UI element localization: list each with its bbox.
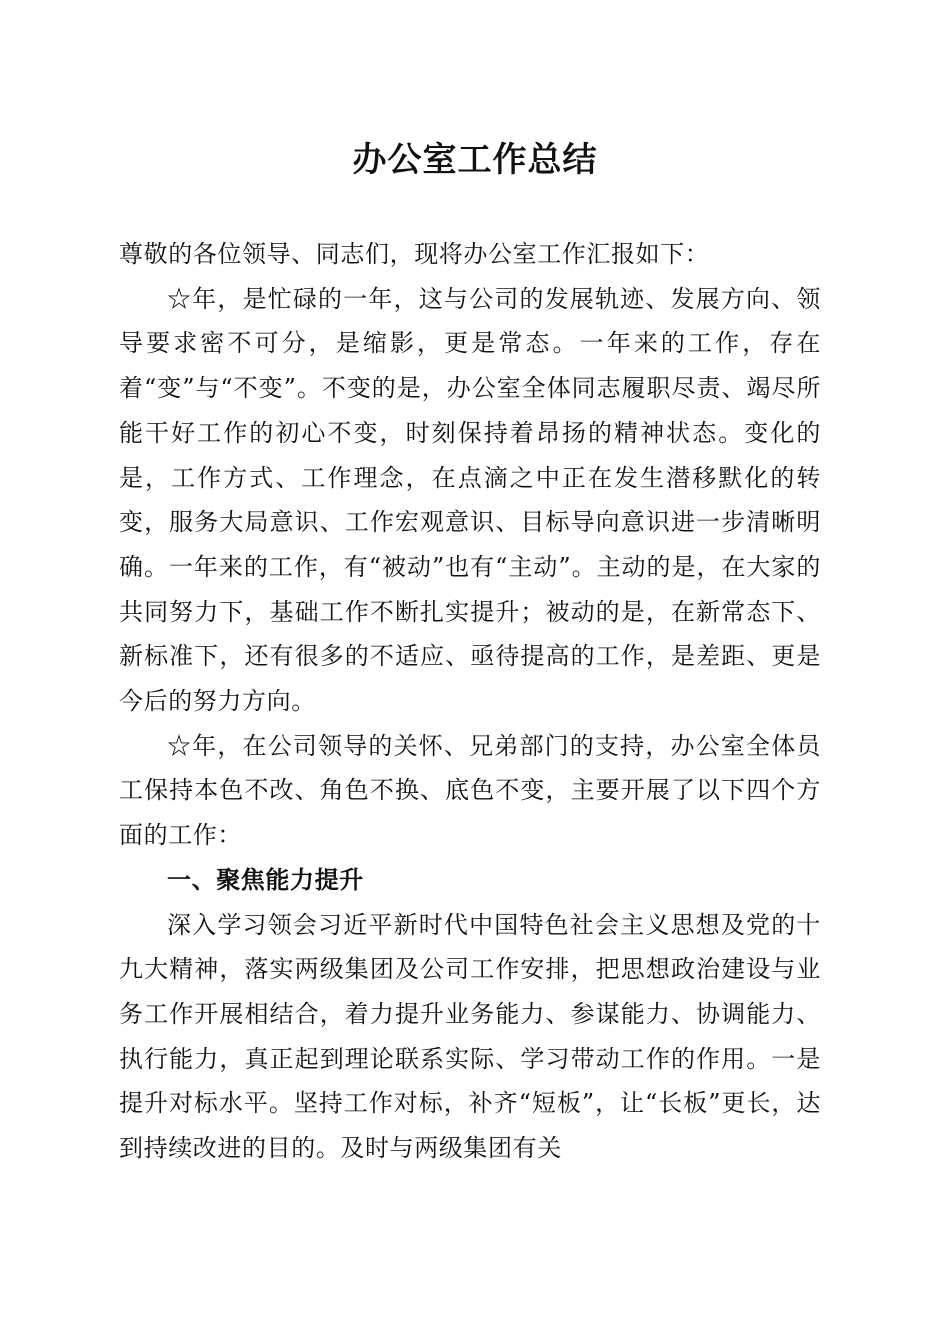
document-title: 办公室工作总结: [352, 140, 598, 180]
section-paragraph: 深入学习领会习近平新时代中国特色社会主义思想及党的十九大精神，落实两级集团及公司工作安排，把思想政治建设与业务工作开展相结合，着力提升业务能力、参谋能力、协调能力、执行能力，真正起到理论联系实际、学习带动工作的作用。一是提升对标水平。坚持工作对标，补齐“短板”，让“长板”更长，达到持续改进的目的。及时与两级集团有关: [119, 910, 821, 1163]
body-paragraph-2: ☆年，在公司领导的关怀、兄弟部门的支持，办公室全体员工保持本色不改、角色不换、底色不变，主要开展了以下四个方面的工作：: [119, 731, 821, 850]
document-body: [119, 232, 821, 1171]
body-paragraph-1: ☆年，是忙碌的一年，这与公司的发展轨迹、发展方向、领导要求密不可分，是缩影，更是常态。一年来的工作，存在着“变”与“不变”。不变的是，办公室全体同志履职尽责、竭尽所能干好工作的初心不变，时刻保持着昂扬的精神状态。变化的是，工作方式、工作理念，在点滴之中正在发生潜移默化的转变，服务大局意识、工作宏观意识、目标导向意识进一步清晰明确。一年来的工作，有“被动”也有“主动”。主动的是，在大家的共同努力下，基础工作不断扎实提升；被动的是，在新常态下、新标准下，还有很多的不适应、亟待提高的工作，是差距、更是今后的努力方向。: [119, 284, 821, 716]
section-heading: 一、聚焦能力提升: [167, 865, 364, 894]
greeting-paragraph: 尊敬的各位领导、同志们，现将办公室工作汇报如下：: [119, 240, 710, 268]
